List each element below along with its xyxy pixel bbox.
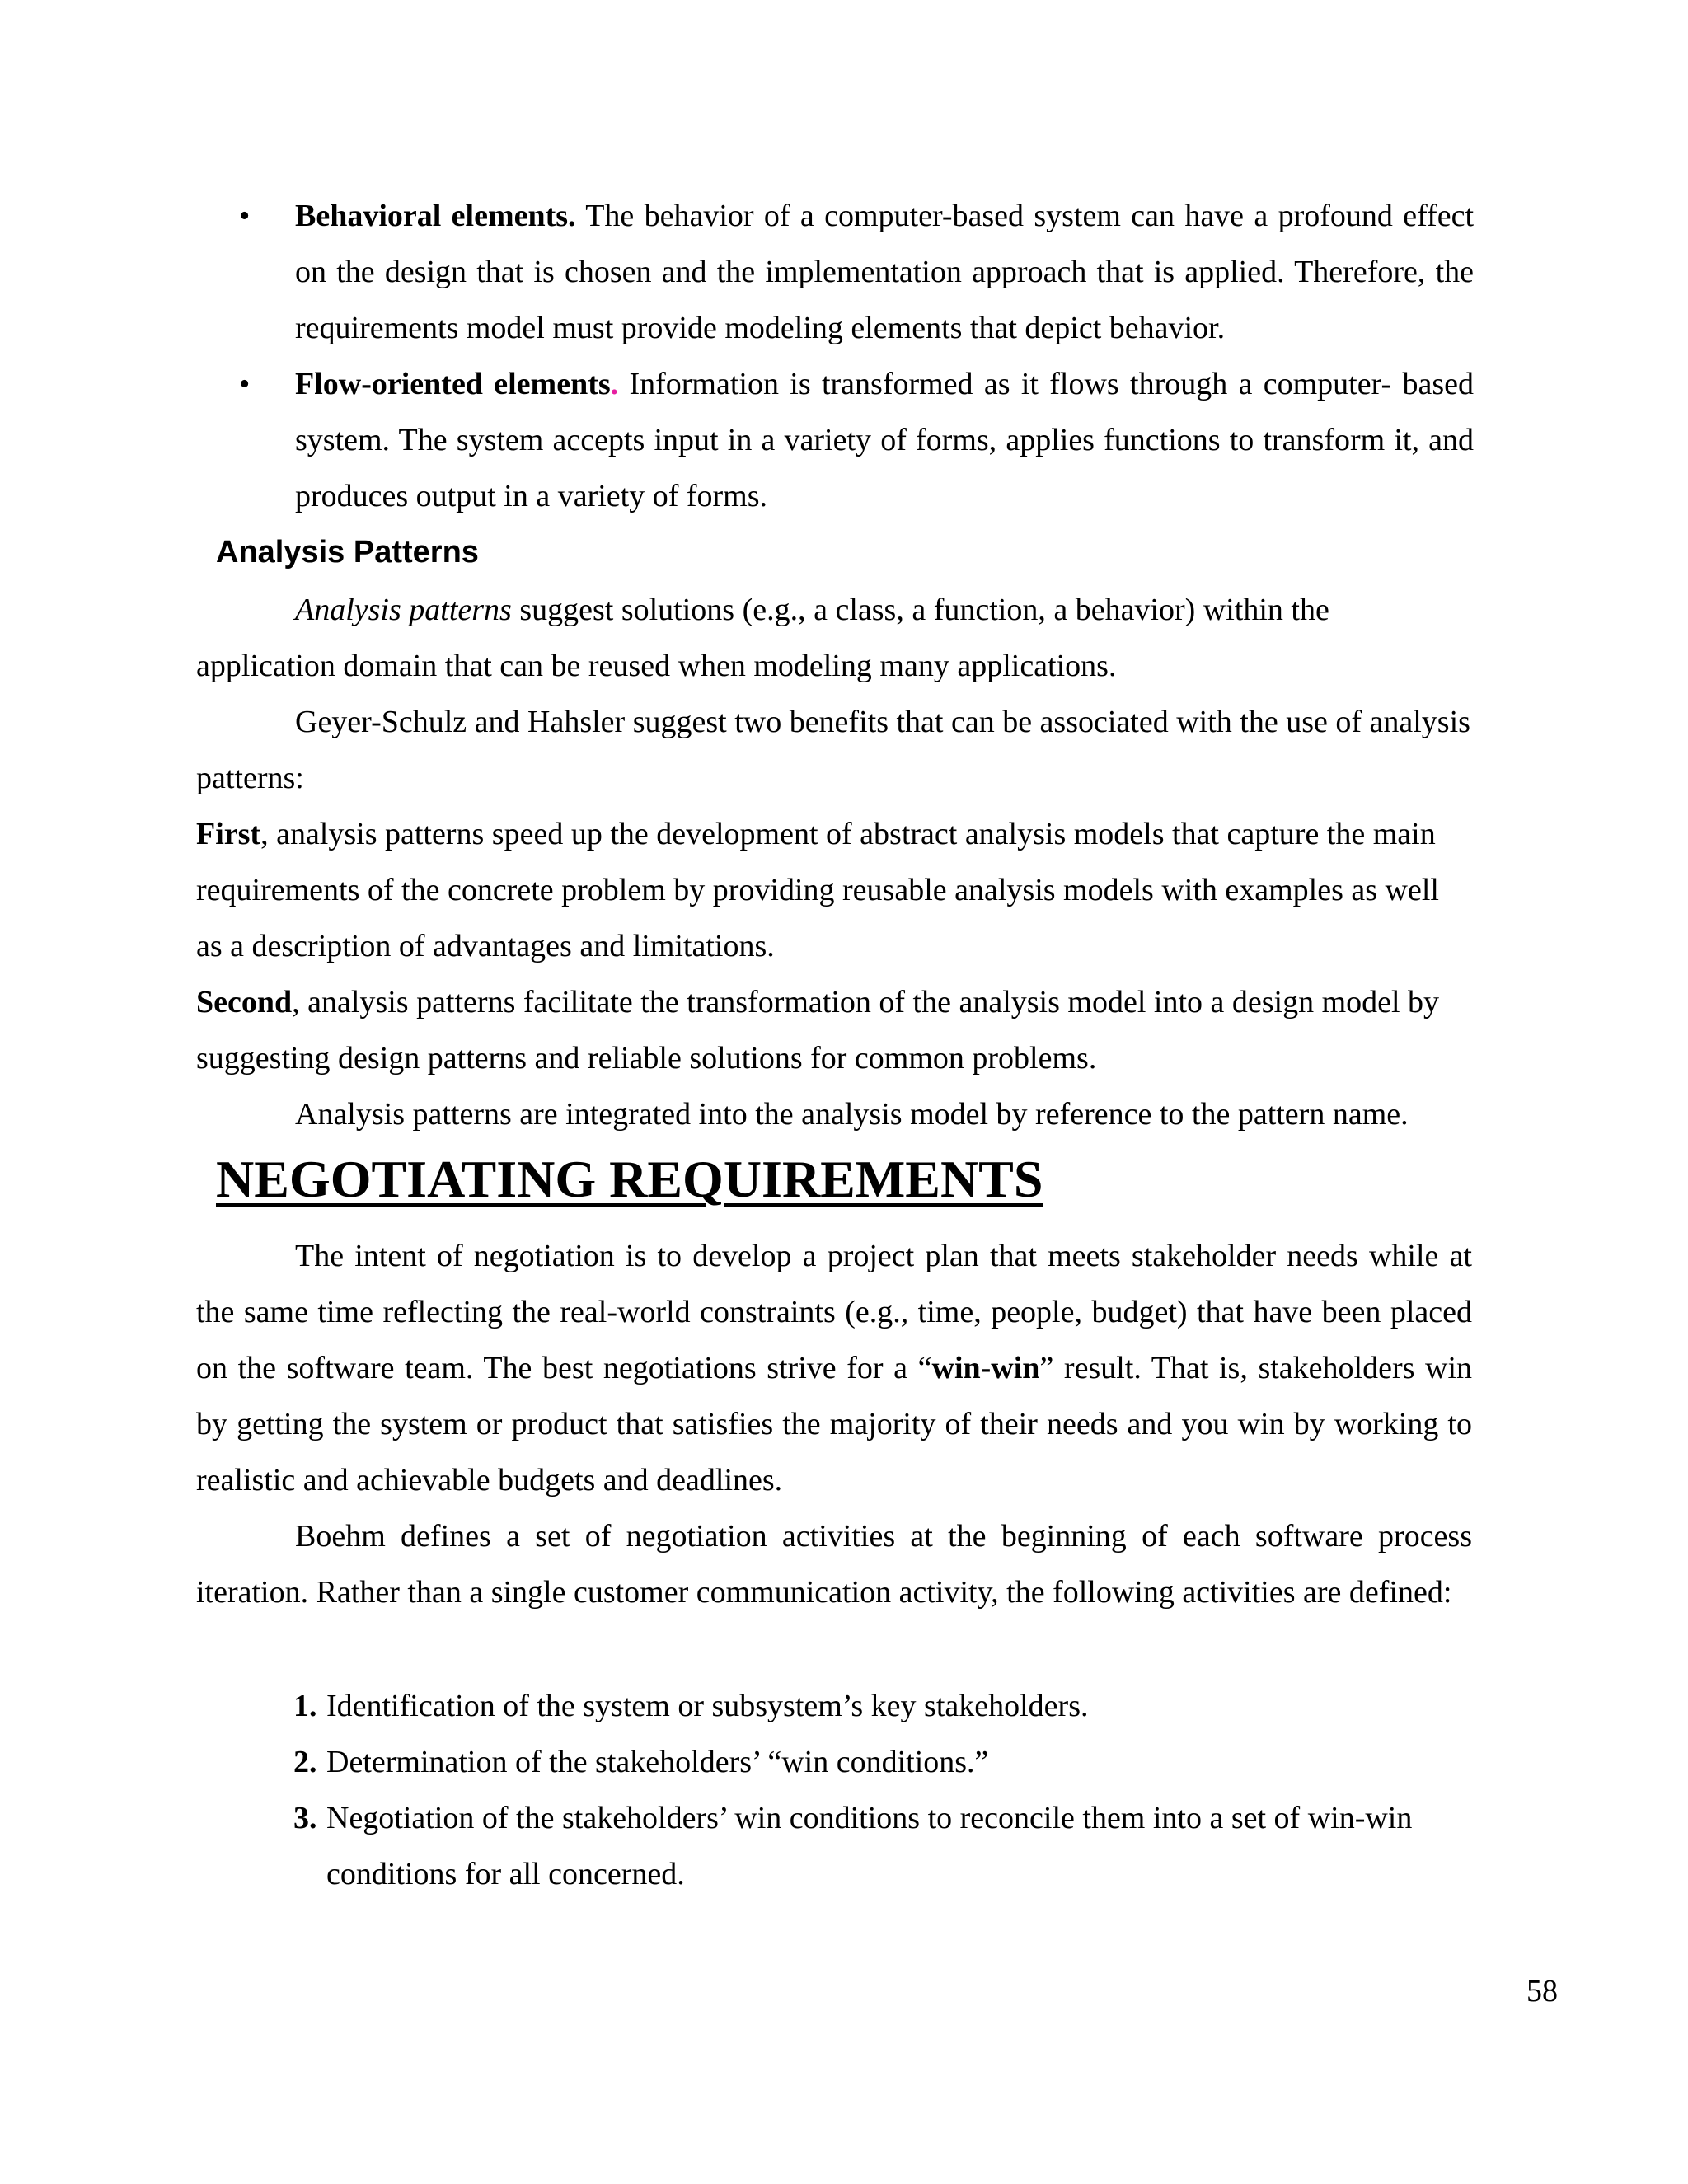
bullet-flow-oriented-elements: [196, 356, 1474, 524]
win-win-term: win-win: [931, 1351, 1040, 1385]
section-heading-negotiating-requirements: NEGOTIATING REQUIREMENTS: [216, 1150, 1043, 1208]
negotiating-paragraph-1: The intent of negotiation is to develop a project plan that meets stakeholder needs while at the same time reflecting the real-world constraints (e.g., time, people, budget) that have been placed on the software team. The best negotiations strive for a “win-win” result. That is, stakeholders win by getting the system or product that satisfies the majority of their needs and you win by working to realistic and achievable budgets and deadlines.: [196, 1239, 1473, 1497]
analysis-patterns-body: [196, 582, 1472, 1142]
bullet-term: Behavioral elements.: [295, 199, 576, 233]
section-heading-analysis-patterns: Analysis Patterns: [216, 535, 479, 569]
bullet-text: The behavior of a computer-based system can have a profound effect on the design that is chosen and the implementation approach that is applied. Therefore, the requirements model must provide modeling elements that depict behavior.: [295, 199, 1475, 345]
list-item-text: Negotiation of the stakeholders’ win conditions to reconcile them into a set of win-win conditions for all concerned.: [326, 1801, 1413, 1891]
bullet-behavioral-elements: [196, 188, 1474, 356]
analysis-paragraph-3: Analysis patterns are integrated into the analysis model by reference to the pattern name.: [295, 1097, 1409, 1132]
analysis-paragraph-2: Geyer-Schulz and Hahsler suggest two benefits that can be associated with the use of analysis patterns:: [196, 705, 1470, 795]
list-item-number: 2.: [293, 1745, 317, 1779]
analysis-paragraph-1: Analysis patterns suggest solutions (e.g., a class, a function, a behavior) within the application domain that can be reused when modeling many applications.: [196, 593, 1329, 683]
analysis-paragraph-first: First, analysis patterns speed up the development of abstract analysis models that capture the main requirements of the concrete problem by providing reusable analysis models with examples as well as a description of advantages and limitations.: [196, 817, 1439, 963]
negotiating-paragraph-2: Boehm defines a set of negotiation activities at the beginning of each software process iteration. Rather than a single customer communication activity, the following activities are defined:: [196, 1519, 1472, 1610]
list-item-number: 3.: [293, 1801, 317, 1835]
page-number: 58: [1526, 1974, 1558, 2008]
analysis-paragraph-second: Second, analysis patterns facilitate the transformation of the analysis model into a design model by suggesting design patterns and reliable solutions for common problems.: [196, 985, 1440, 1076]
bullet-dot: •: [239, 199, 251, 233]
bullet-dot: •: [239, 367, 251, 401]
list-item-text: Determination of the stakeholders’ “win conditions.”: [326, 1745, 989, 1779]
list-item: [293, 1790, 1474, 1902]
negotiating-body: [196, 1228, 1472, 1620]
italic-term: Analysis patterns: [295, 593, 512, 627]
bullet-term: Flow-oriented elements: [295, 367, 611, 401]
negotiation-activities-list: [293, 1678, 1474, 1902]
element-bullet-list: [196, 188, 1474, 524]
list-item-number: 1.: [293, 1689, 317, 1723]
bullet-text: Information is transformed as it flows through a computer- based system. The system accepts input in a variety of forms, applies functions to transform it, and produces output in a variety of forms.: [295, 367, 1474, 513]
bullet-accent-period: .: [610, 367, 619, 401]
list-item: [293, 1734, 1474, 1790]
list-item: [293, 1678, 1474, 1734]
list-item-text: Identification of the system or subsystem’s key stakeholders.: [326, 1689, 1089, 1723]
